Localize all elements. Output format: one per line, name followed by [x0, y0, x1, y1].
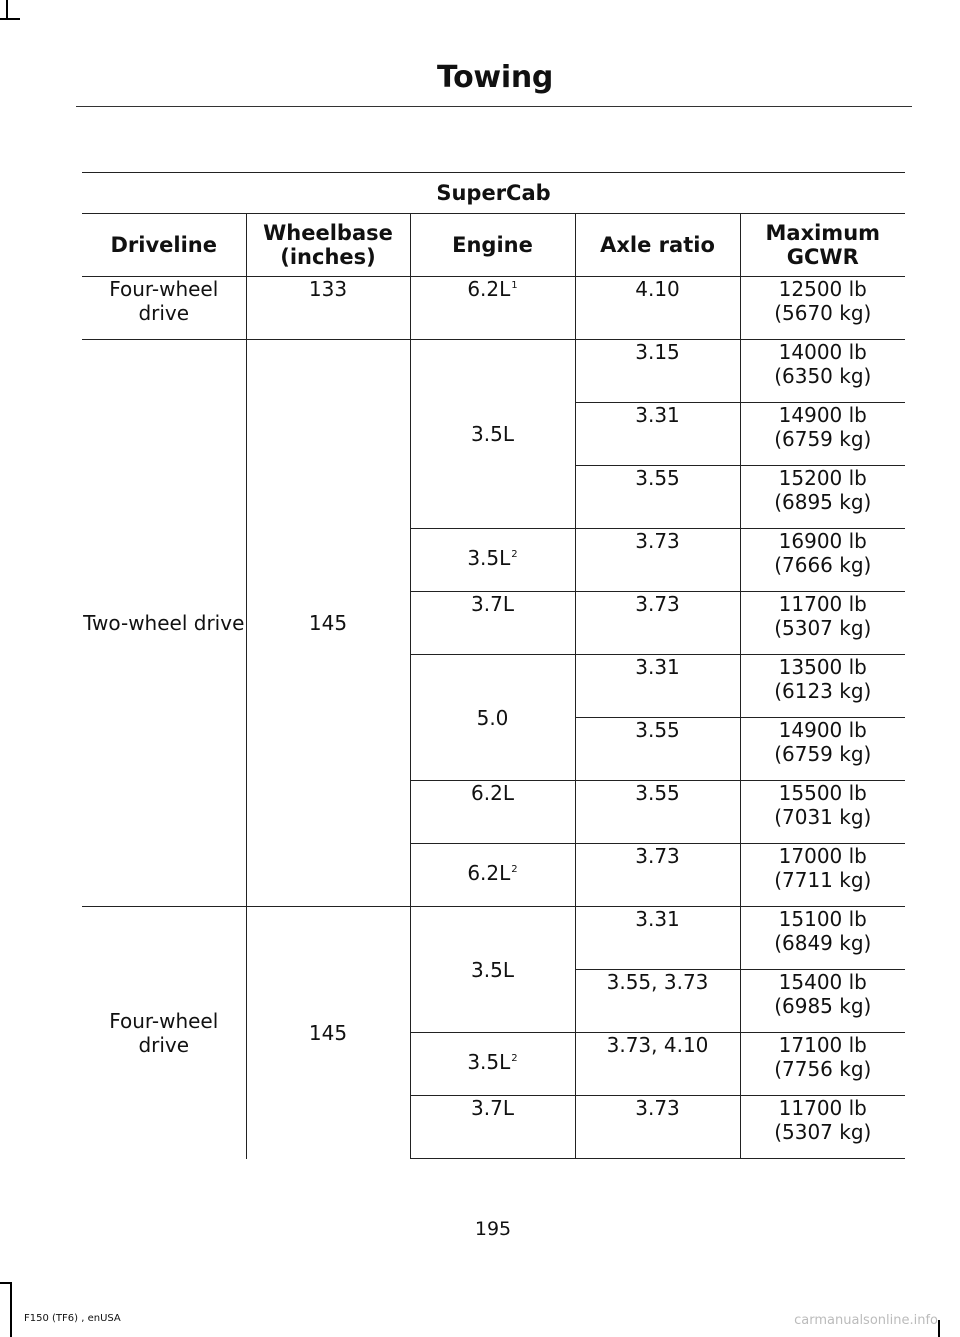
footnote-marker: 2 — [511, 1052, 518, 1064]
gcwr-lb: 16900 lb — [778, 529, 867, 553]
axle-ratio-cell: 3.55 — [575, 718, 740, 781]
towing-table — [82, 172, 905, 1159]
engine-cell — [410, 1033, 575, 1096]
gcwr-lb: 11700 lb — [778, 592, 867, 616]
page-number: 195 — [474, 1218, 512, 1240]
gcwr-kg: (6849 kg) — [774, 931, 872, 955]
driveline-cell: Four-wheel drive — [82, 277, 246, 340]
gcwr-lb: 11700 lb — [778, 1096, 867, 1120]
engine-value: 6.2L — [467, 860, 511, 885]
gcwr-cell — [740, 340, 905, 403]
column-header-wheelbase: Wheelbase (inches) — [246, 214, 410, 277]
gcwr-lb: 14900 lb — [778, 718, 867, 742]
engine-value: 6.2L — [471, 781, 514, 805]
gcwr-lb: 15500 lb — [778, 781, 867, 805]
wheelbase-cell: 145 — [246, 907, 410, 1159]
axle-ratio-cell: 3.73 — [575, 1096, 740, 1159]
axle-ratio-cell: 3.55 — [575, 466, 740, 529]
axle-ratio-cell: 3.55 — [575, 781, 740, 844]
crop-mark-top-left-h — [0, 18, 20, 20]
engine-value: 3.5L — [467, 1049, 511, 1074]
gcwr-cell — [740, 655, 905, 718]
axle-ratio-cell: 3.31 — [575, 907, 740, 970]
watermark: carmanualsonline.info — [794, 1313, 938, 1328]
gcwr-cell — [740, 970, 905, 1033]
gcwr-lb: 15200 lb — [778, 466, 867, 490]
engine-value: 3.7L — [471, 1096, 514, 1120]
crop-mark-bottom-left-v — [10, 1282, 12, 1337]
engine-value: 3.7L — [471, 592, 514, 616]
engine-value: 3.5L — [467, 545, 511, 570]
table-row — [82, 277, 905, 340]
driveline-cell: Four-wheel drive — [82, 907, 246, 1159]
document-id: F150 (TF6) , enUSA — [24, 1313, 121, 1324]
driveline-cell: Two-wheel drive — [82, 340, 246, 907]
axle-ratio-cell: 3.31 — [575, 403, 740, 466]
table-banner: SuperCab — [82, 173, 905, 214]
table-header-row — [82, 214, 905, 277]
gcwr-lb: 12500 lb — [778, 277, 867, 301]
column-header-max-gcwr: Maximum GCWR — [740, 214, 905, 277]
engine-value: 6.2L — [467, 277, 511, 301]
table-row — [82, 907, 905, 970]
axle-ratio-cell: 3.31 — [575, 655, 740, 718]
gcwr-lb: 15400 lb — [778, 970, 867, 994]
gcwr-cell — [740, 718, 905, 781]
engine-cell — [410, 844, 575, 907]
gcwr-kg: (6985 kg) — [774, 994, 872, 1018]
axle-ratio-cell: 3.15 — [575, 340, 740, 403]
engine-cell — [410, 1096, 575, 1159]
footnote-marker: 2 — [511, 548, 518, 560]
footnote-marker: 1 — [511, 280, 518, 291]
gcwr-cell — [740, 592, 905, 655]
gcwr-lb: 17100 lb — [778, 1033, 867, 1057]
wheelbase-cell: 133 — [246, 277, 410, 340]
gcwr-kg: (7711 kg) — [774, 868, 872, 892]
engine-cell — [410, 907, 575, 1033]
gcwr-cell — [740, 277, 905, 340]
gcwr-kg: (6759 kg) — [774, 427, 872, 451]
gcwr-cell — [740, 781, 905, 844]
gcwr-kg: (5307 kg) — [774, 616, 872, 640]
gcwr-cell — [740, 907, 905, 970]
gcwr-lb: 13500 lb — [778, 655, 867, 679]
axle-ratio-cell: 4.10 — [575, 277, 740, 340]
engine-cell — [410, 781, 575, 844]
axle-ratio-cell: 3.73, 4.10 — [575, 1033, 740, 1096]
axle-ratio-cell: 3.55, 3.73 — [575, 970, 740, 1033]
header-rule — [76, 106, 912, 107]
footnote-marker: 2 — [511, 863, 518, 875]
gcwr-lb: 14900 lb — [778, 403, 867, 427]
engine-cell — [410, 655, 575, 781]
crop-mark-bottom-right-v — [938, 1320, 940, 1337]
engine-value: 3.5L — [471, 957, 514, 982]
gcwr-cell — [740, 1096, 905, 1159]
engine-cell — [410, 340, 575, 529]
gcwr-kg: (7666 kg) — [774, 553, 872, 577]
wheelbase-cell: 145 — [246, 340, 410, 907]
gcwr-cell — [740, 466, 905, 529]
column-header-engine: Engine — [410, 214, 575, 277]
gcwr-kg: (7756 kg) — [774, 1057, 872, 1081]
column-header-driveline: Driveline — [82, 214, 246, 277]
engine-cell — [410, 592, 575, 655]
gcwr-kg: (6123 kg) — [774, 679, 872, 703]
axle-ratio-cell: 3.73 — [575, 529, 740, 592]
engine-value: 5.0 — [476, 705, 509, 730]
crop-mark-bottom-left-h — [0, 1282, 12, 1284]
gcwr-lb: 14000 lb — [778, 340, 867, 364]
gcwr-kg: (5670 kg) — [774, 301, 872, 325]
table-row — [82, 340, 905, 403]
page-section-title: Towing — [436, 60, 554, 95]
column-header-axle-ratio: Axle ratio — [575, 214, 740, 277]
gcwr-kg: (5307 kg) — [774, 1120, 872, 1144]
gcwr-lb: 15100 lb — [778, 907, 867, 931]
gcwr-cell — [740, 403, 905, 466]
gcwr-kg: (6759 kg) — [774, 742, 872, 766]
engine-cell — [410, 529, 575, 592]
gcwr-cell — [740, 844, 905, 907]
axle-ratio-cell: 3.73 — [575, 844, 740, 907]
engine-value: 3.5L — [471, 422, 514, 446]
gcwr-cell — [740, 1033, 905, 1096]
engine-cell — [410, 277, 575, 340]
table-banner-row — [82, 173, 905, 214]
gcwr-kg: (6350 kg) — [774, 364, 872, 388]
gcwr-kg: (6895 kg) — [774, 490, 872, 514]
gcwr-lb: 17000 lb — [778, 844, 867, 868]
gcwr-kg: (7031 kg) — [774, 805, 872, 829]
axle-ratio-cell: 3.73 — [575, 592, 740, 655]
crop-mark-top-left-v — [6, 0, 8, 20]
gcwr-cell — [740, 529, 905, 592]
